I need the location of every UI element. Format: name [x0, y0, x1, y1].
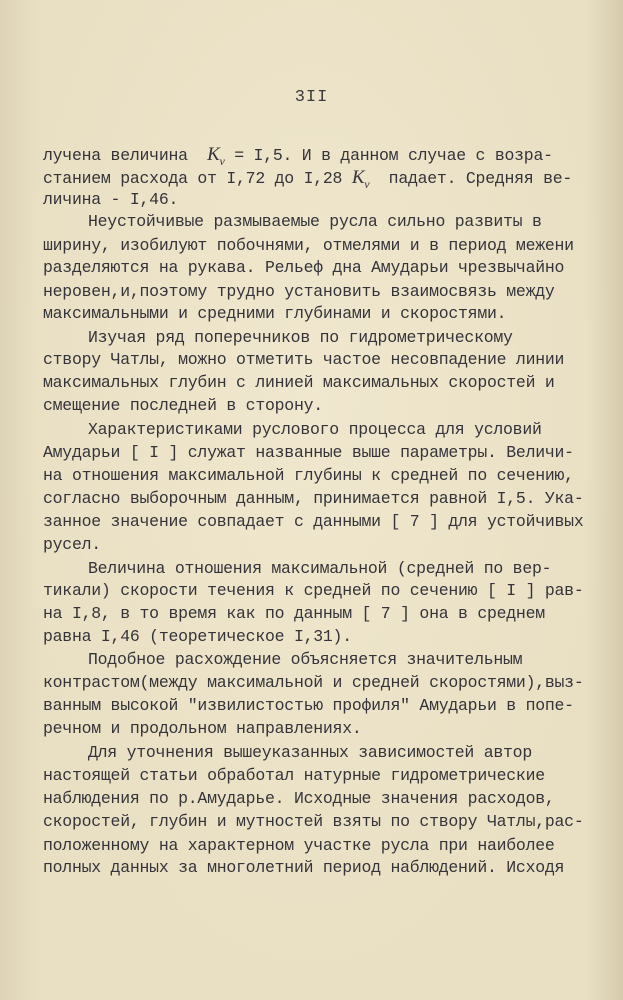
text-segment: речном и продольном направлениях. — [43, 719, 362, 738]
text-line — [43, 489, 584, 509]
text-line — [43, 396, 323, 416]
text-segment: Неустойчивые размываемые русла сильно развиты в — [88, 212, 542, 231]
page-number: 3II — [294, 88, 329, 107]
text-line — [43, 258, 564, 278]
text-segment: настоящей статьи обработал натурные гидрометрические — [43, 766, 545, 785]
text-line — [88, 212, 542, 232]
text-line — [43, 466, 574, 486]
text-segment: максимальных глубин с линией максимальных скоростей и — [43, 373, 555, 392]
text-segment: станием расхода от I,72 до I,28 — [43, 169, 352, 188]
text-line — [43, 190, 178, 210]
text-line — [43, 627, 352, 647]
text-line — [88, 420, 542, 440]
text-line — [43, 350, 564, 370]
text-line — [43, 581, 584, 601]
text-line — [43, 304, 506, 324]
text-line — [43, 789, 555, 809]
coefficient-subscript: v — [364, 176, 370, 191]
text-segment: на I,8, в то время как по данным [ 7 ] она в среднем — [43, 604, 545, 623]
text-segment: Изучая ряд поперечников по гидрометрическому — [88, 328, 513, 347]
coefficient-subscript: v — [219, 153, 225, 168]
text-line — [88, 743, 532, 763]
text-segment: полных данных за многолетний период наблюдений. Исходя — [43, 858, 565, 877]
text-segment: согласно выборочным данным, принимается равной I,5. Ука- — [43, 489, 584, 508]
coefficient-symbol: $K_v$ — [351, 167, 370, 191]
text-segment: = I,5. И в данном случае с возра- — [224, 146, 553, 165]
text-segment: наблюдения по р.Амударье. Исходные значения расходов, — [43, 789, 555, 808]
text-line — [43, 282, 555, 302]
text-segment: равна I,46 (теоретическое I,31). — [43, 627, 352, 646]
text-segment: лучена величина — [43, 146, 208, 165]
text-line — [43, 766, 545, 786]
text-segment: створу Чатлы, можно отметить частое несовпадение линии — [43, 350, 565, 369]
text-segment: Амударьи [ I ] служат названные выше параметры. Величи- — [43, 443, 574, 462]
text-segment: падает. Средняя ве- — [369, 169, 573, 188]
text-line — [43, 812, 584, 832]
text-line — [88, 559, 551, 579]
text-segment: на отношения максимальной глубины к средней по сечению, — [43, 466, 574, 485]
text-line — [88, 328, 513, 348]
text-segment: тикали) скорости течения к средней по сечению [ I ] рав- — [43, 581, 584, 600]
text-segment: личина - I,46. — [43, 190, 179, 209]
text-line — [43, 512, 584, 532]
text-segment: русел. — [43, 535, 101, 554]
text-segment: скоростей, глубин и мутностей взяты по створу Чатлы,рас- — [43, 812, 584, 831]
coefficient-symbol: $K_v$ — [207, 144, 225, 168]
text-segment: смещение последней в сторону. — [43, 396, 323, 415]
text-segment: Подобное расхождение объясняется значительным — [88, 650, 523, 669]
text-line — [43, 696, 574, 716]
text-segment: разделяются на рукава. Рельеф дна Амударьи чрезвычайно — [43, 258, 565, 277]
text-segment: неровен,и,поэтому трудно установить взаимосвязь между — [43, 282, 555, 301]
text-line — [43, 443, 574, 463]
text-line — [43, 858, 564, 878]
text-line — [43, 719, 362, 739]
text-segment: Величина отношения максимальной (средней по вер- — [88, 559, 552, 578]
text-line — [43, 145, 553, 171]
text-line — [43, 236, 574, 256]
text-segment: положенному на характерном участке русла при наиболее — [43, 836, 555, 855]
text-segment: Для уточнения вышеуказанных зависимостей автор — [88, 743, 532, 762]
text-line — [43, 535, 101, 555]
text-line — [43, 836, 555, 856]
text-segment: Характеристиками руслового процесса для условий — [88, 420, 542, 439]
text-line — [43, 604, 545, 624]
text-segment: контрастом(между максимальной и средней скоростями),выз- — [43, 673, 584, 692]
text-segment: максимальными и средними глубинами и скоростями. — [43, 304, 507, 323]
text-line — [43, 373, 555, 393]
text-line — [88, 650, 522, 670]
text-line — [43, 673, 584, 693]
text-segment: ванным высокой "извилистостью профиля" Амударьи в попе- — [43, 696, 574, 715]
text-segment: ширину, изобилуют побочнями, отмелями и в период межени — [43, 236, 574, 255]
text-segment: занное значение совпадает с данными [ 7 ] для устойчивых — [43, 512, 584, 531]
